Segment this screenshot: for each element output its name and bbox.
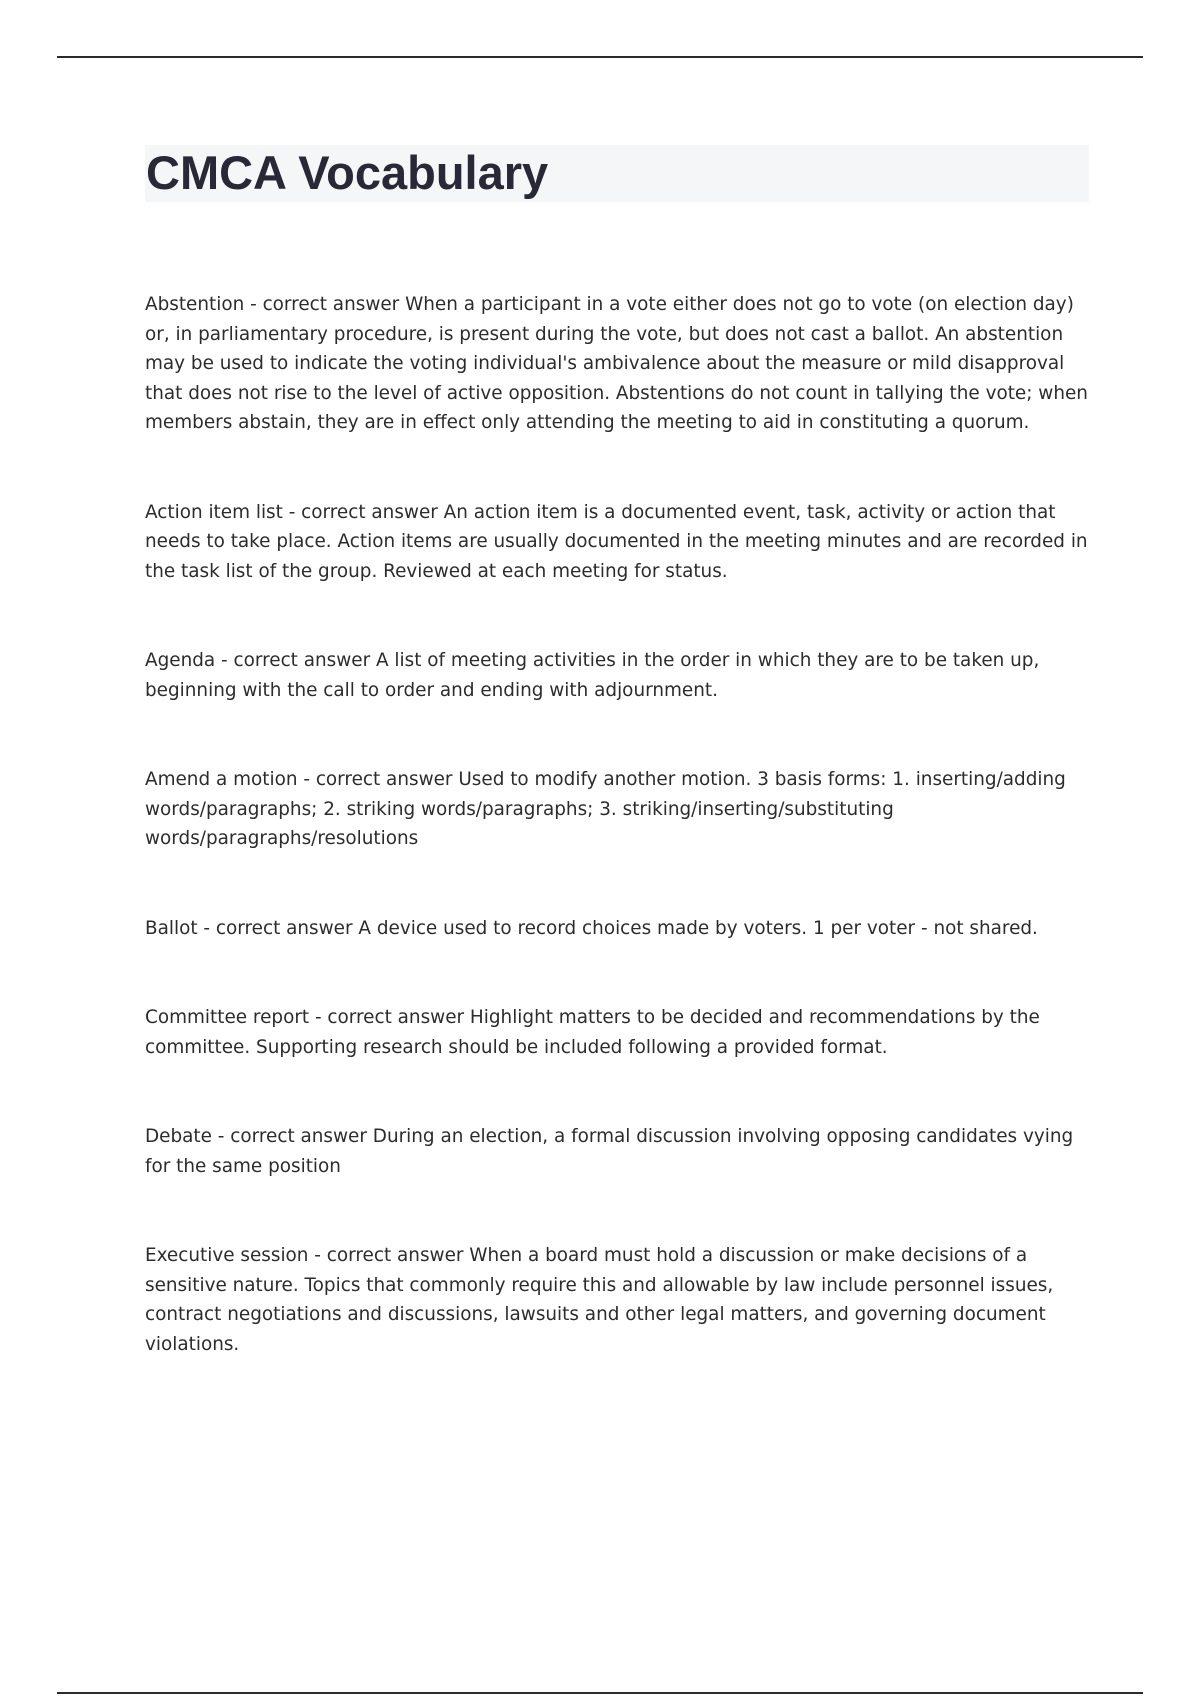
vocabulary-entry-executive-session: Executive session - correct answer When a board must hold a discussion or make decisions of a sensitive nature. Topics that commonly require this and allowable by law include personnel issues, contract negotiations and discussions, lawsuits and other legal matters, and governing document violations. bbox=[145, 1245, 1054, 1355]
top-rule bbox=[57, 56, 1143, 58]
vocabulary-entry-ballot: Ballot - correct answer A device used to record choices made by voters. 1 per voter - not shared. bbox=[145, 917, 1038, 939]
bottom-rule bbox=[57, 1692, 1143, 1694]
vocabulary-entry-debate: Debate - correct answer During an election, a formal discussion involving opposing candidates vying for the same position bbox=[145, 1126, 1074, 1177]
vocabulary-entry-committee-report: Committee report - correct answer Highlight matters to be decided and recommendations by the committee. Supporting research should be included following a provided format. bbox=[145, 1007, 1040, 1058]
vocabulary-entry-action-item-list: Action item list - correct answer An action item is a documented event, task, activity or action that needs to take place. Action items are usually documented in the meeting minutes and are recorded in the task list of the group. Reviewed at each meeting for status. bbox=[145, 501, 1088, 582]
vocabulary-entry-agenda: Agenda - correct answer A list of meeting activities in the order in which they are to be taken up, beginning with the call to order and ending with adjournment. bbox=[145, 650, 1040, 701]
vocabulary-list bbox=[145, 290, 1095, 1419]
page-title: CMCA Vocabulary bbox=[146, 146, 549, 199]
vocabulary-entry-amend-a-motion: Amend a motion - correct answer Used to modify another motion. 3 basis forms: 1. inserting/adding words/paragraphs; 2. striking words/paragraphs; 3. striking/inserting/substituting words/paragraphs/resolutions bbox=[145, 769, 1066, 849]
vocabulary-entry-abstention: Abstention - correct answer When a participant in a vote either does not go to vote (on election day) or, in parliamentary procedure, is present during the vote, but does not cast a ballot. An abstention may be used to indicate the voting individual's ambivalence about the measure or mild disapproval that does not rise to the level of active opposition. Abstentions do not count in tallying the vote; when members abstain, they are in effect only attending the meeting to aid in constituting a quorum. bbox=[145, 294, 1088, 433]
